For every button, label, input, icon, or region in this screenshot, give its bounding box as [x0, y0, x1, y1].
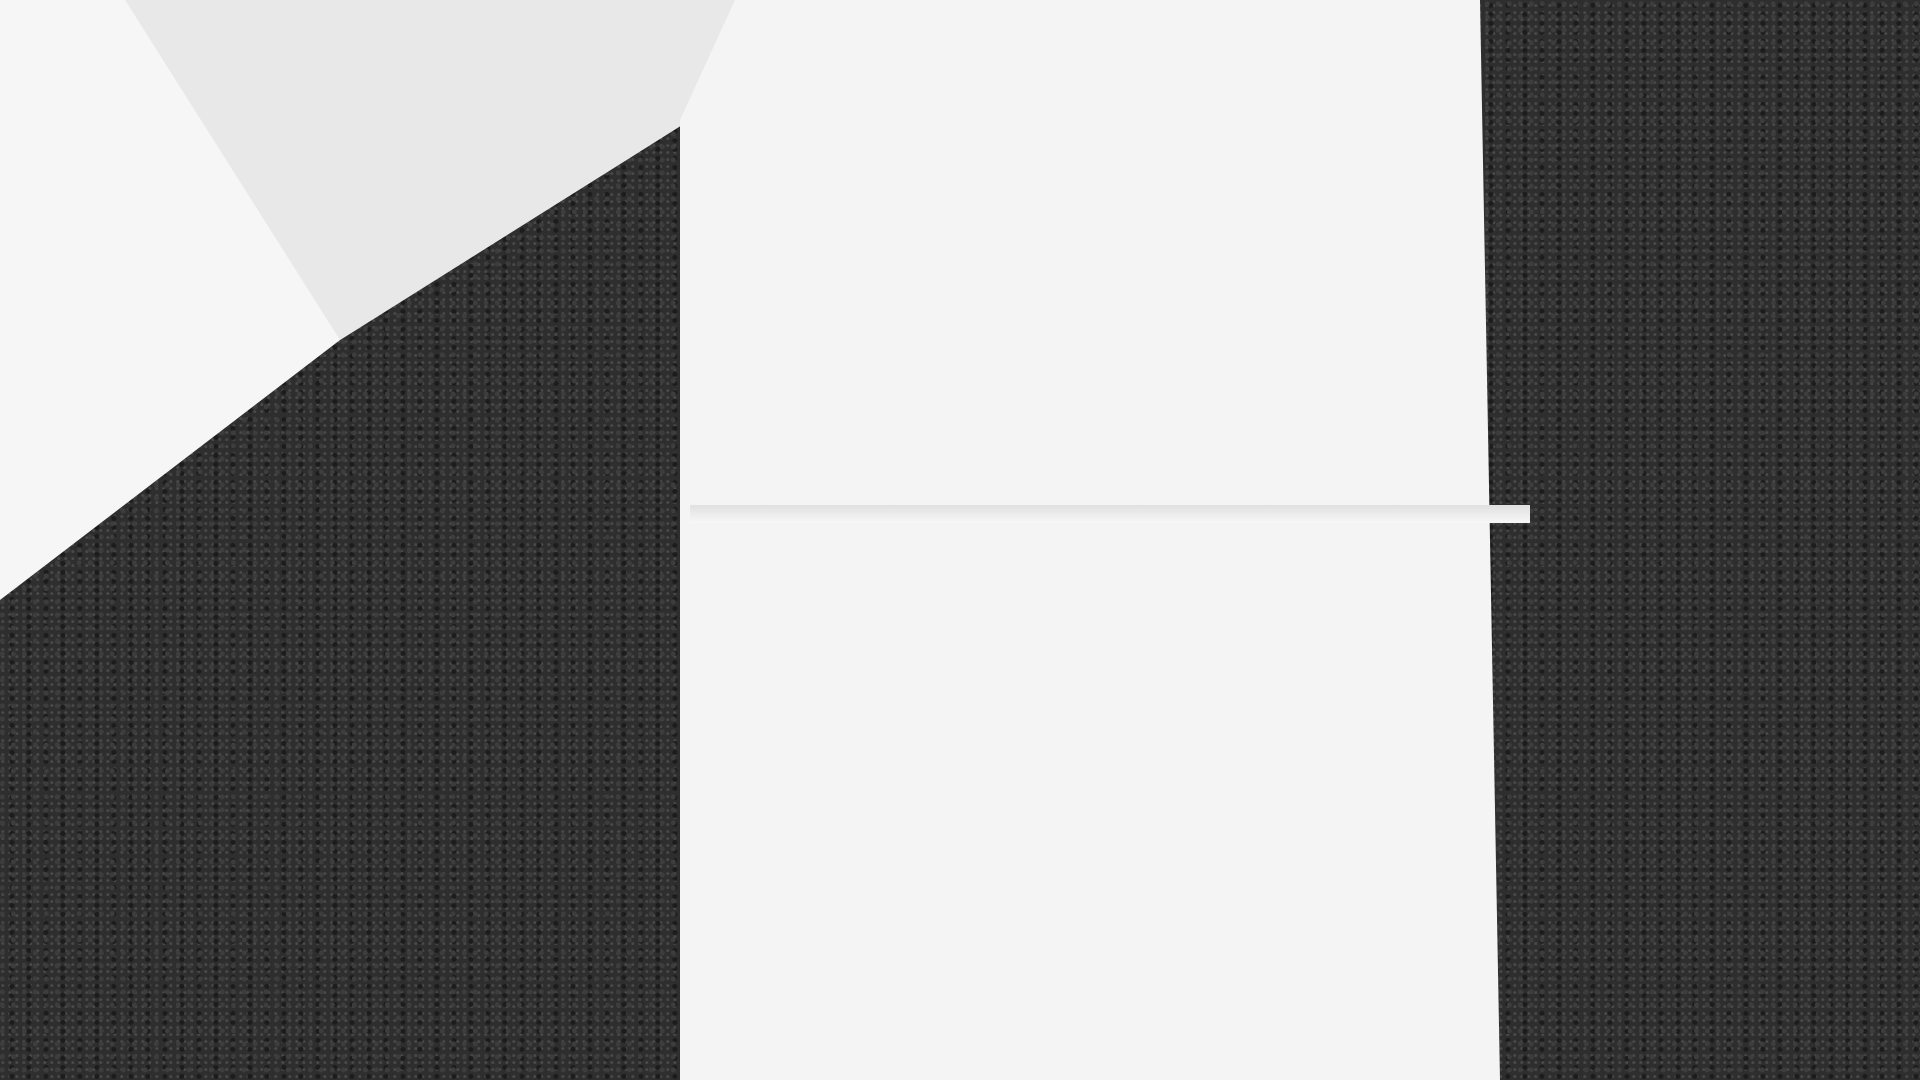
checklist [748, 12, 1448, 28]
document-sheet [680, 0, 1540, 1080]
paper-fold [690, 505, 1530, 523]
